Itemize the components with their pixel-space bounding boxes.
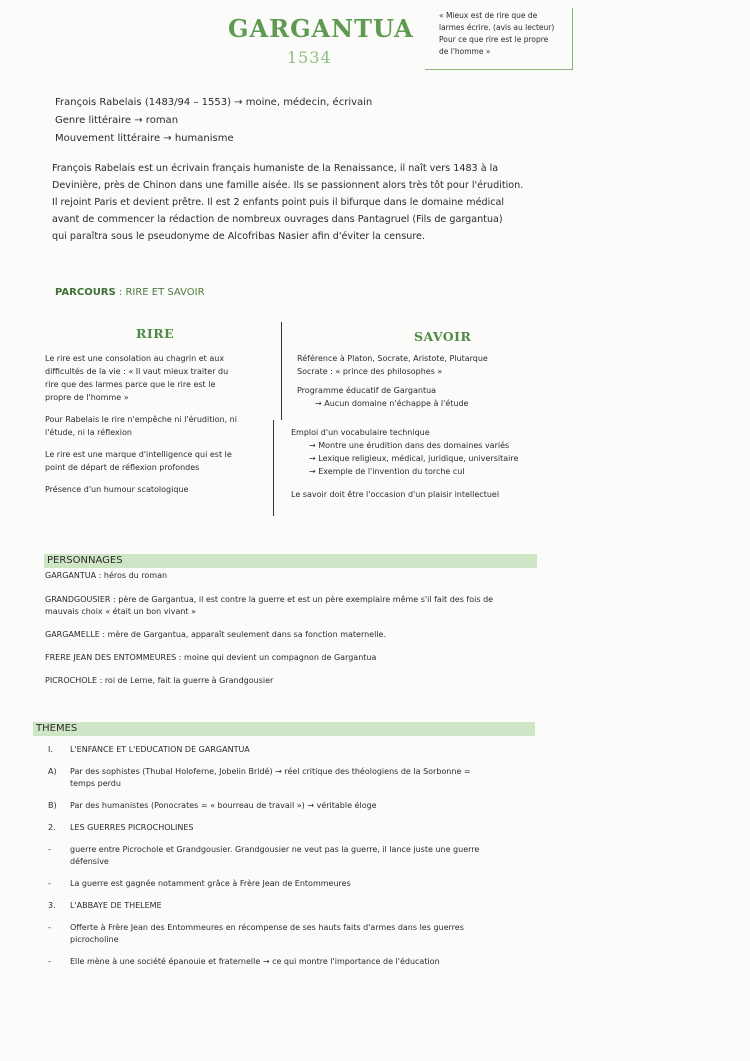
parcours-label: PARCOURS [55,287,116,298]
genre-line: Genre littéraire → roman [55,115,179,126]
theme-row: 3. L'ABBAYE DE THELEME [48,901,162,910]
savoir-column [297,352,488,410]
rire-text: Pour Rabelais le rire n'empêche ni l'érudition, ni [45,415,237,424]
parcours-title: : RIRE ET SAVOIR [118,287,205,298]
quote-line: larmes écrire. (avis au lecteur) [439,23,555,32]
rire-heading: RIRE [136,326,175,341]
themes-heading: THEMES [33,722,535,736]
personnage-item: GARGAMELLE : mère de Gargantua, apparaît seulement dans sa fonction maternelle. [45,630,386,639]
savoir-text: → Exemple de l'invention du torche cul [309,467,465,476]
quote-line: « Mieux est de rire que de [439,11,538,20]
savoir-text: Emploi d'un vocabulaire technique [291,428,430,437]
themes-list [48,744,479,968]
rire-text: point de départ de réflexion profondes [45,463,200,472]
theme-row: - La guerre est gagnée notamment grâce à Frère Jean de Entommeures [48,879,351,888]
theme-row: - Elle mène à une société épanouie et fraternelle → ce qui montre l'importance de l'éducation [48,957,440,966]
theme-row: 2. LES GUERRES PICROCHOLINES [48,823,194,832]
savoir-text: → Montre une érudition dans des domaines variés [309,441,510,450]
personnages-list [45,570,493,687]
publication-year: 1534 [287,48,332,67]
savoir-text: → Aucun domaine n'échappe à l'étude [315,399,469,408]
savoir-column-lower [291,426,518,501]
rire-text: difficultés de la vie : « Il vaut mieux traiter du [45,367,229,376]
rire-text: l'étude, ni la réflexion [45,428,132,437]
rire-text: propre de l'homme » [45,393,129,402]
bio-line: Il rejoint Paris et devient prêtre. Il est 2 enfants point puis il bifurque dans le domaine médical [52,197,505,208]
bio-line: Devinière, près de Chinon dans une famille aisée. Ils se passionnent alors très tôt pour l'érudition. [52,180,524,191]
author-info [55,94,372,148]
theme-row: défensive [70,857,109,866]
rire-text: rire que des larmes parce que le rire est le [45,380,216,389]
savoir-text: → Lexique religieux, médical, juridique, universitaire [309,454,519,463]
movement-line: Mouvement littéraire → humanisme [55,133,234,144]
rire-text: Le rire est une consolation au chagrin et aux [45,354,225,363]
savoir-text: Socrate : « prince des philosophes » [297,367,443,376]
page-title: GARGANTUA [228,14,414,43]
quote-line: Pour ce que rire est le propre [439,35,549,44]
theme-row: temps perdu [70,779,121,788]
theme-row: - Offerte à Frère Jean des Entommeures en récompense de ses hauts faits d'armes dans les guerres [48,923,464,932]
rire-column [45,352,237,496]
bio-line: qui paraîtra sous le pseudonyme de Alcofribas Nasier afin d'éviter la censure. [52,231,426,242]
personnage-item: mauvais choix « était un bon vivant » [45,607,197,616]
author-line: François Rabelais (1483/94 – 1553) → moine, médecin, écrivain [55,97,373,108]
theme-row: I. L'ENFANCE ET L'EDUCATION DE GARGANTUA [48,745,250,754]
parcours-heading [55,287,205,298]
quote-box [425,8,573,70]
savoir-text: Programme éducatif de Gargantua [297,386,437,395]
bio-line: avant de commencer la rédaction de nombreux ouvrages dans Pantagruel (Fils de gargantua) [52,214,503,225]
theme-row: picrocholine [70,935,119,944]
savoir-heading: SAVOIR [414,329,472,344]
rire-text: Le rire est une marque d'intelligence qui est le [45,450,232,459]
theme-row: B) Par des humanistes (Ponocrates = « bourreau de travail ») → véritable éloge [48,801,377,810]
bio-line: François Rabelais est un écrivain français humaniste de la Renaissance, il naît vers 1483 à la [52,163,499,174]
personnage-item: FRERE JEAN DES ENTOMMEURES : moine qui devient un compagnon de Gargantua [45,653,377,662]
column-divider [281,322,282,420]
rire-text: Présence d'un humour scatologique [45,485,189,494]
personnage-item: PICROCHOLE : roi de Lerne, fait la guerre à Grandgousier [45,676,274,685]
personnage-item: GRANDGOUSIER : père de Gargantua, il est contre la guerre et est un père exemplaire même s'il fait des fois de [45,595,494,604]
personnage-item: GARGANTUA : héros du roman [45,571,168,580]
quote-line: de l'homme » [439,47,491,56]
personnages-heading: PERSONNAGES [44,554,537,568]
column-divider [273,420,274,516]
theme-row: - guerre entre Picrochole et Grandgousier. Grandgousier ne veut pas la guerre, il lance juste une guerre [48,845,480,854]
savoir-text: Le savoir doit être l'occasion d'un plaisir intellectuel [291,490,500,499]
biography [52,160,552,245]
savoir-text: Référence à Platon, Socrate, Aristote, Plutarque [297,354,488,363]
theme-row: A) Par des sophistes (Thubal Holoferne, Jobelin Bridé) → réel critique des théologiens de la Sorbonne = [48,767,471,776]
